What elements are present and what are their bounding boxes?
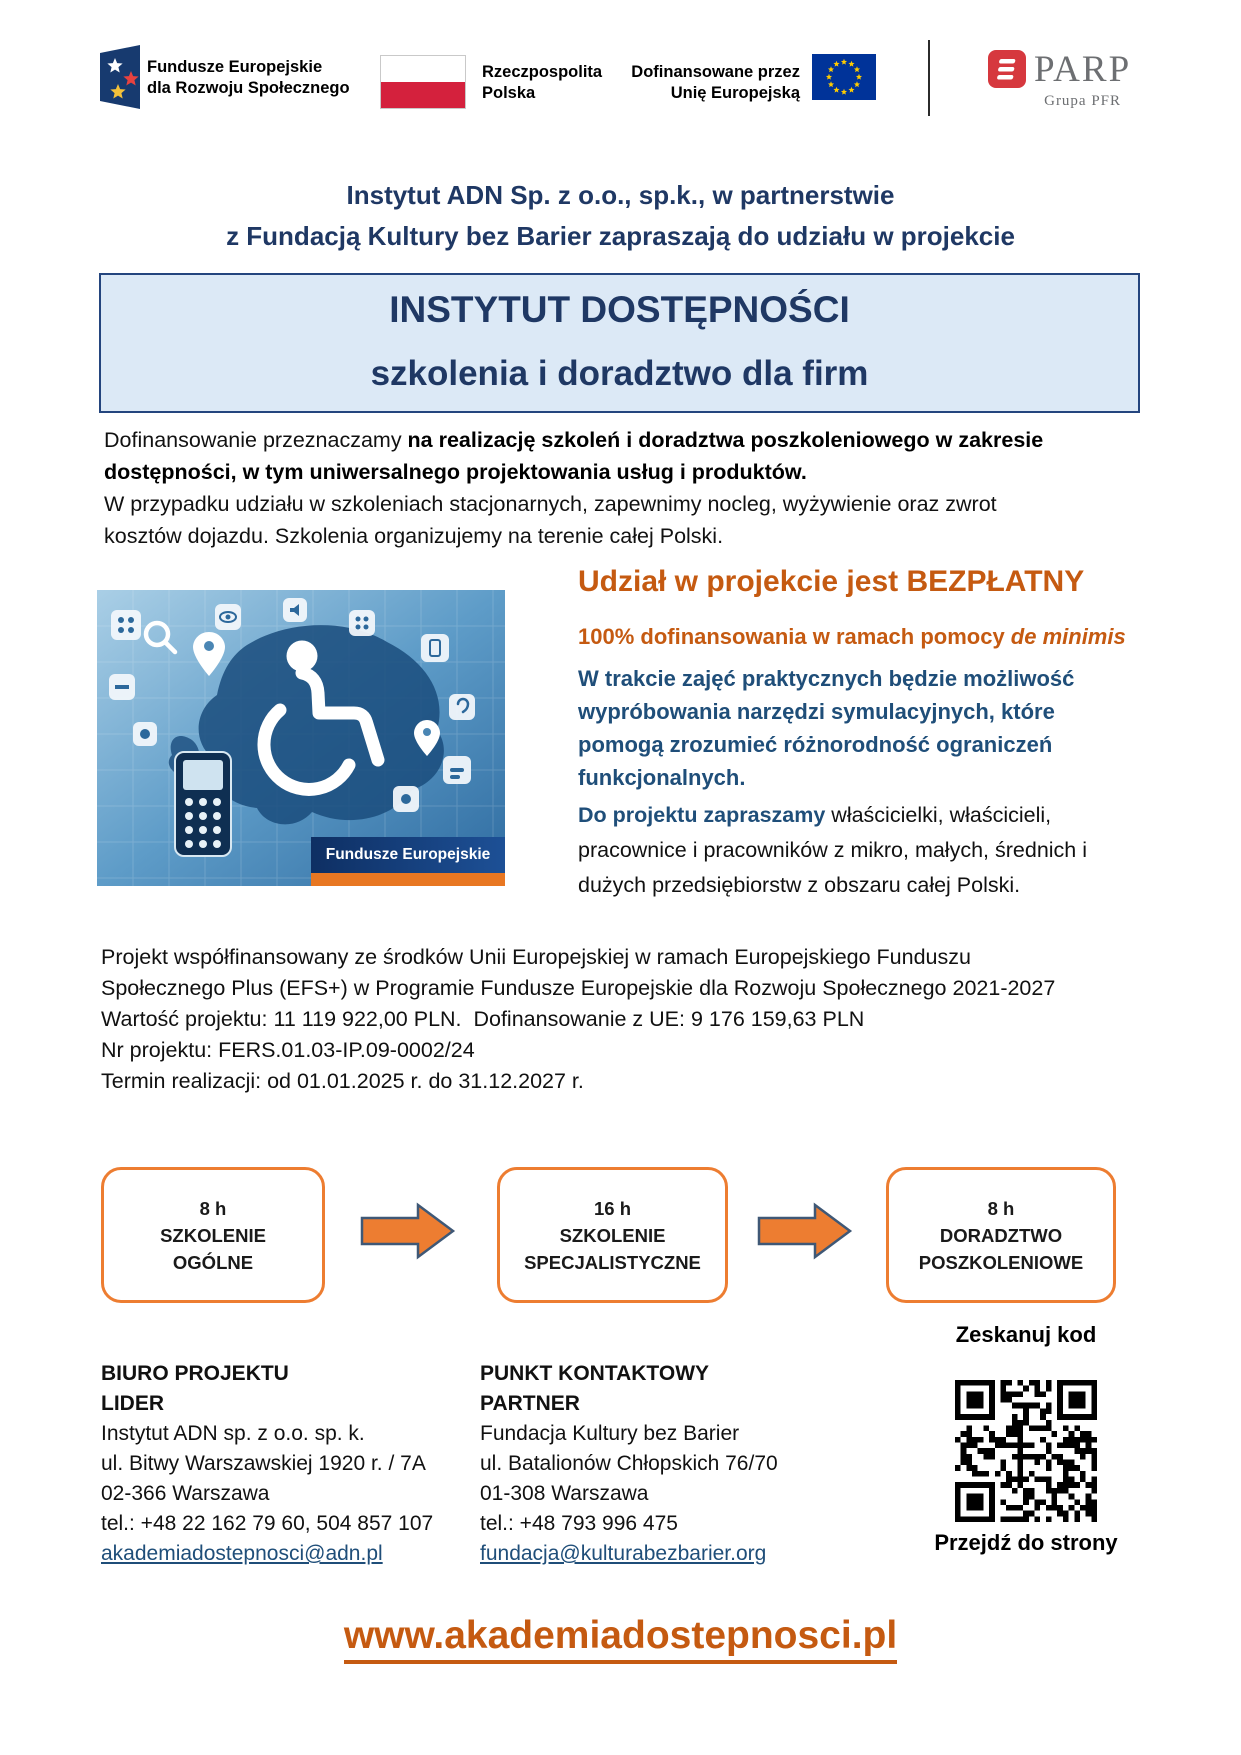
step-line1: SZKOLENIE (160, 1224, 266, 1246)
funding-subline-text: 100% dofinansowania w ramach pomocy (578, 624, 1011, 649)
step-hours: 8 h (199, 1197, 227, 1219)
project-info-line: Nr projektu: FERS.01.03-IP.09-0002/24 (101, 1038, 475, 1062)
step-line1: DORADZTWO (939, 1224, 1063, 1246)
icon-tile-braille (111, 610, 141, 640)
invite-paragraph (578, 798, 1123, 903)
intro-heading (0, 175, 1241, 257)
fe-logo-line1: Fundusze Europejskie (147, 58, 323, 76)
eu-logo-line1: Dofinansowane przez (631, 63, 800, 81)
free-participation-headline: Udział w projekcie jest BEZPŁATNY (578, 565, 1085, 598)
step-line2: POSZKOLENIOWE (918, 1251, 1084, 1273)
fe-logo-line2: dla Rozwoju Społecznego (147, 79, 350, 97)
email-link-lider[interactable]: akademiadostepnosci@adn.pl (101, 1542, 383, 1565)
contact-line: ul. Bitwy Warszawskiej 1920 r. / 7A (101, 1452, 426, 1475)
lead-paragraph (104, 424, 1069, 552)
project-title: INSTYTUT DOSTĘPNOŚCI (389, 289, 850, 330)
contact-line: tel.: +48 793 996 475 (480, 1512, 678, 1535)
offer-column (578, 566, 1138, 903)
project-info-line: Projekt współfinansowany ze środków Unii Europejskiej w ramach Europejskiego Funduszu (101, 945, 971, 969)
project-info-line: Wartość projektu: 11 119 922,00 PLN. Dofinansowanie z UE: 9 176 159,63 PLN (101, 1007, 865, 1031)
fundusze-europejskie-logo-text (147, 57, 350, 99)
step-line2: OGÓLNE (172, 1251, 254, 1273)
invite-bold: Do projektu zapraszamy (578, 803, 832, 827)
de-minimis-italic: de minimis (1010, 624, 1126, 649)
accessibility-collage-image (97, 590, 505, 886)
contact-block-lider (101, 1359, 476, 1569)
contact-line: Fundacja Kultury bez Barier (480, 1422, 740, 1445)
fe-ribbon (311, 837, 505, 873)
scan-code-label: Zeskanuj kod (955, 1322, 1097, 1347)
step-hours: 8 h (987, 1197, 1015, 1219)
eu-funding-label (620, 62, 800, 104)
lead-normal-start: Dofinansowanie przeznaczamy (104, 428, 408, 452)
icon-tile-hand (443, 756, 471, 784)
project-info-line: Termin realizacji: od 01.01.2025 r. do 31.12.2027 r. (101, 1069, 584, 1093)
lead-bold: na realizację szkoleń i doradztwa poszkoleniowego w zakresie dostępności, w tym uniwersalnego projektowania usług i produktów. (104, 428, 1044, 484)
practice-note: W trakcie zajęć praktycznych będzie możliwość wypróbowania narzędzi symulacyjnych, które pomogą zrozumieć różnorodność ograniczeń funkcjonalnych. (578, 666, 1075, 790)
parp-wordmark: PARP (1034, 49, 1132, 90)
contact-line: 02-366 Warszawa (101, 1482, 270, 1505)
icon-tile-eye (215, 604, 241, 630)
step-hours: 16 h (593, 1197, 632, 1219)
email-link-partner[interactable]: fundacja@kulturabezbarier.org (480, 1542, 767, 1565)
invite-rest: właścicielki, właścicieli, pracownice i pracowników z mikro, małych, średnich i dużych przedsiębiorstw z obszaru całej Polski. (578, 803, 1088, 897)
pl-logo-line1: Rzeczpospolita (482, 63, 603, 81)
icon-tile-bar (109, 674, 135, 700)
project-title-box (99, 273, 1140, 413)
fe-ribbon-label: Fundusze Europejskie (325, 846, 491, 863)
funding-subline (578, 624, 1138, 650)
contact-title: BIURO PROJEKTU (101, 1362, 289, 1385)
rzeczpospolita-polska-label (482, 62, 602, 104)
poland-flag-icon (380, 55, 466, 109)
pl-logo-line2: Polska (482, 84, 536, 102)
website-footer (0, 1614, 1241, 1658)
goto-site-label: Przejdź do strony (934, 1530, 1118, 1555)
lead-normal-rest: W przypadku udziału w szkoleniach stacjonarnych, zapewnimy nocleg, wyżywienie oraz zwrot kosztów dojazdu. Szkolenia organizujemy na terenie całej Polski. (104, 492, 997, 548)
qr-code (955, 1380, 1097, 1522)
icon-tile-ear (449, 694, 475, 720)
icon-tile-braille2 (349, 610, 375, 636)
arrow-right-icon (757, 1201, 853, 1261)
icon-tile-phone (421, 634, 449, 662)
header-divider (928, 40, 930, 116)
contact-line: ul. Batalionów Chłopskich 76/70 (480, 1452, 778, 1475)
fundusze-europejskie-flag-icon (95, 42, 143, 114)
contact-line: Instytut ADN sp. z o.o. sp. k. (101, 1422, 365, 1445)
eu-flag-icon (812, 54, 876, 100)
icon-tile-dot2 (393, 786, 419, 812)
keypad-phone-icon (175, 752, 231, 856)
contact-line: 01-308 Warszawa (480, 1482, 649, 1505)
arrow-right-icon (360, 1201, 456, 1261)
qr-code-image (955, 1380, 1097, 1522)
step-box-general-training (101, 1167, 325, 1303)
fe-ribbon-orange-bar (311, 873, 505, 886)
parp-group-label: Grupa PFR (1044, 93, 1122, 109)
project-info-line: Społecznego Plus (EFS+) w Programie Fundusze Europejskie dla Rozwoju Społecznego 2021-2027 (101, 976, 1056, 1000)
website-link[interactable]: www.akademiadostepnosci.pl (344, 1614, 897, 1664)
eu-logo-line2: Unię Europejską (670, 84, 800, 102)
contact-block-partner (480, 1359, 870, 1569)
icon-tile-sound (283, 598, 307, 622)
project-subtitle: szkolenia i doradztwo dla firm (370, 354, 869, 393)
intro-line2: z Fundacją Kultury bez Barier zapraszają do udziału w projekcie (226, 221, 1015, 251)
parp-icon (988, 50, 1026, 88)
icon-tile-dot (133, 722, 157, 746)
parp-logo (988, 50, 1131, 110)
contact-subtitle: PARTNER (480, 1392, 580, 1415)
step-box-specialist-training (497, 1167, 728, 1303)
step-line2: SPECJALISTYCZNE (524, 1251, 701, 1273)
contact-line: tel.: +48 22 162 79 60, 504 857 107 (101, 1512, 434, 1535)
intro-line1: Instytut ADN Sp. z o.o., sp.k., w partnerstwie (346, 180, 895, 210)
contact-title: PUNKT KONTAKTOWY (480, 1362, 710, 1385)
project-info (101, 942, 1055, 1097)
step-line1: SZKOLENIE (559, 1224, 666, 1246)
step-box-post-training-advice (886, 1167, 1116, 1303)
contact-subtitle: LIDER (101, 1392, 164, 1415)
